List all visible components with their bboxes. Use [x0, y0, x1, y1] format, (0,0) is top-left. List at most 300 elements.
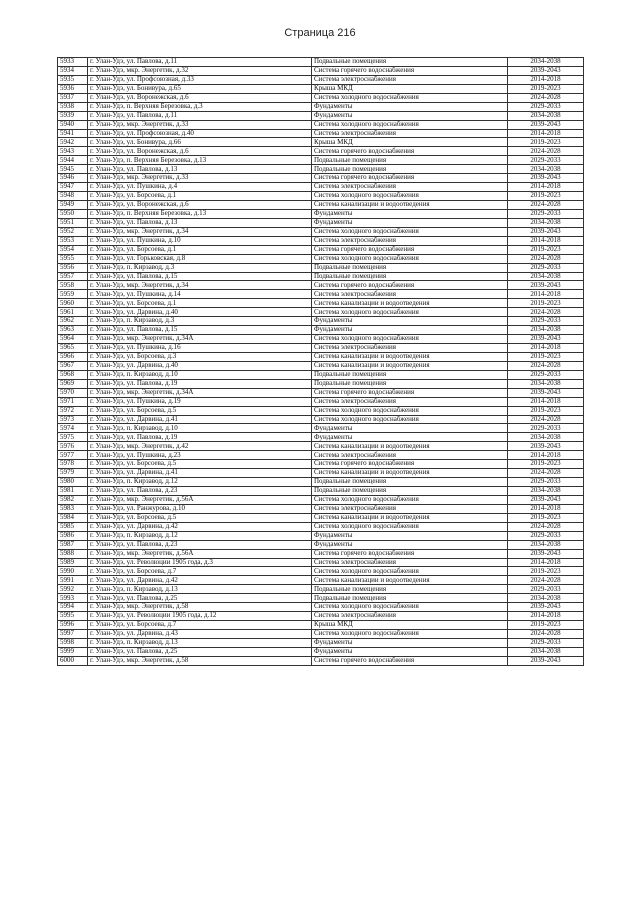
system-cell: Фундаменты — [312, 317, 508, 326]
system-cell: Система горячего водоснабжения — [312, 66, 508, 75]
address-cell: г. Улан-Удэ, п. Кирзавод, д.3 — [88, 317, 312, 326]
table-row — [58, 388, 584, 397]
system-cell: Подвальные помещения — [312, 263, 508, 272]
row-number-cell: 5957 — [58, 272, 88, 281]
period-cell: 2039-2043 — [508, 335, 584, 344]
system-cell: Система холодного водоснабжения — [312, 495, 508, 504]
system-cell: Фундаменты — [312, 102, 508, 111]
row-number-cell: 5966 — [58, 352, 88, 361]
period-cell: 2034-2038 — [508, 272, 584, 281]
period-cell: 2039-2043 — [508, 174, 584, 183]
period-cell: 2024-2028 — [508, 522, 584, 531]
system-cell: Фундаменты — [312, 433, 508, 442]
row-number-cell: 5974 — [58, 424, 88, 433]
address-cell: г. Улан-Удэ, ул. Дарвина, д.43 — [88, 630, 312, 639]
system-cell: Система холодного водоснабжения — [312, 522, 508, 531]
system-cell: Крыша МКД — [312, 621, 508, 630]
row-number-cell: 5971 — [58, 397, 88, 406]
table-row — [58, 174, 584, 183]
period-cell: 2024-2028 — [508, 415, 584, 424]
system-cell: Система электроснабжения — [312, 290, 508, 299]
system-cell: Фундаменты — [312, 111, 508, 120]
period-cell: 2034-2038 — [508, 647, 584, 656]
system-cell: Фундаменты — [312, 326, 508, 335]
address-cell: г. Улан-Удэ, ул. Воронежская, д.6 — [88, 147, 312, 156]
table-row — [58, 638, 584, 647]
table-row — [58, 84, 584, 93]
system-cell: Система холодного водоснабжения — [312, 406, 508, 415]
period-cell: 2014-2018 — [508, 236, 584, 245]
address-cell: г. Улан-Удэ, ул. Борсоева, д.5 — [88, 513, 312, 522]
table-row — [58, 245, 584, 254]
period-cell: 2029-2033 — [508, 317, 584, 326]
period-cell: 2014-2018 — [508, 129, 584, 138]
table-row — [58, 272, 584, 281]
table-row — [58, 58, 584, 67]
address-cell: г. Улан-Удэ, мкр. Энергетик, д.56А — [88, 495, 312, 504]
period-cell: 2029-2033 — [508, 585, 584, 594]
address-cell: г. Улан-Удэ, ул. Борсоева, д.1 — [88, 192, 312, 201]
row-number-cell: 5991 — [58, 576, 88, 585]
system-cell: Подвальные помещения — [312, 379, 508, 388]
system-cell: Система канализации и водоотведения — [312, 352, 508, 361]
period-cell: 2014-2018 — [508, 612, 584, 621]
period-cell: 2024-2028 — [508, 254, 584, 263]
address-cell: г. Улан-Удэ, ул. Пушкина, д.4 — [88, 183, 312, 192]
period-cell: 2019-2023 — [508, 245, 584, 254]
row-number-cell: 5956 — [58, 263, 88, 272]
address-cell: г. Улан-Удэ, ул. Пушкина, д.19 — [88, 397, 312, 406]
address-cell: г. Улан-Удэ, ул. Пушкина, д.16 — [88, 344, 312, 353]
period-cell: 2014-2018 — [508, 451, 584, 460]
table-row — [58, 656, 584, 665]
system-cell: Система холодного водоснабжения — [312, 603, 508, 612]
system-cell: Система электроснабжения — [312, 558, 508, 567]
row-number-cell: 5993 — [58, 594, 88, 603]
period-cell: 2019-2023 — [508, 352, 584, 361]
address-cell: г. Улан-Удэ, ул. Павлова, д.15 — [88, 272, 312, 281]
period-cell: 2039-2043 — [508, 656, 584, 665]
period-cell: 2034-2038 — [508, 594, 584, 603]
row-number-cell: 5976 — [58, 442, 88, 451]
row-number-cell: 5986 — [58, 531, 88, 540]
system-cell: Система горячего водоснабжения — [312, 147, 508, 156]
address-cell: г. Улан-Удэ, ул. Павлова, д.23 — [88, 540, 312, 549]
address-cell: г. Улан-Удэ, мкр. Энергетик, д.34А — [88, 388, 312, 397]
period-cell: 2014-2018 — [508, 558, 584, 567]
period-cell: 2029-2033 — [508, 424, 584, 433]
row-number-cell: 5961 — [58, 308, 88, 317]
row-number-cell: 5937 — [58, 93, 88, 102]
row-number-cell: 5980 — [58, 478, 88, 487]
address-cell: г. Улан-Удэ, ул. Профсоюзная, д.33 — [88, 75, 312, 84]
row-number-cell: 5965 — [58, 344, 88, 353]
row-number-cell: 5979 — [58, 469, 88, 478]
row-number-cell: 5977 — [58, 451, 88, 460]
row-number-cell: 5943 — [58, 147, 88, 156]
period-cell: 2029-2033 — [508, 209, 584, 218]
address-cell: г. Улан-Удэ, ул. Борсоева, д.1 — [88, 245, 312, 254]
system-cell: Подвальные помещения — [312, 165, 508, 174]
system-cell: Система горячего водоснабжения — [312, 388, 508, 397]
system-cell: Система горячего водоснабжения — [312, 281, 508, 290]
system-cell: Система электроснабжения — [312, 75, 508, 84]
system-cell: Подвальные помещения — [312, 156, 508, 165]
table-row — [58, 93, 584, 102]
table-row — [58, 111, 584, 120]
table-row — [58, 156, 584, 165]
period-cell: 2039-2043 — [508, 120, 584, 129]
period-cell: 2039-2043 — [508, 549, 584, 558]
system-cell: Фундаменты — [312, 540, 508, 549]
table-row — [58, 192, 584, 201]
system-cell: Система электроснабжения — [312, 129, 508, 138]
table-row — [58, 263, 584, 272]
system-cell: Фундаменты — [312, 218, 508, 227]
table-row — [58, 66, 584, 75]
row-number-cell: 5988 — [58, 549, 88, 558]
address-cell: г. Улан-Удэ, мкр. Энергетик, д.34 — [88, 227, 312, 236]
address-cell: г. Улан-Удэ, п. Верхняя Березовка, д.13 — [88, 156, 312, 165]
system-cell: Система канализации и водоотведения — [312, 201, 508, 210]
system-cell: Система канализации и водоотведения — [312, 513, 508, 522]
repair-schedule-table — [57, 57, 584, 666]
row-number-cell: 5992 — [58, 585, 88, 594]
table-row — [58, 102, 584, 111]
table-row — [58, 165, 584, 174]
row-number-cell: 5990 — [58, 567, 88, 576]
table-row — [58, 75, 584, 84]
period-cell: 2014-2018 — [508, 290, 584, 299]
period-cell: 2014-2018 — [508, 504, 584, 513]
system-cell: Система электроснабжения — [312, 236, 508, 245]
system-cell: Система горячего водоснабжения — [312, 245, 508, 254]
period-cell: 2039-2043 — [508, 495, 584, 504]
table-row — [58, 442, 584, 451]
address-cell: г. Улан-Удэ, мкр. Энергетик, д.34 — [88, 281, 312, 290]
period-cell: 2014-2018 — [508, 75, 584, 84]
address-cell: г. Улан-Удэ, ул. Бонивура, д.66 — [88, 138, 312, 147]
period-cell: 2024-2028 — [508, 93, 584, 102]
row-number-cell: 5952 — [58, 227, 88, 236]
address-cell: г. Улан-Удэ, мкр. Энергетик, д.56А — [88, 549, 312, 558]
row-number-cell: 5939 — [58, 111, 88, 120]
period-cell: 2024-2028 — [508, 361, 584, 370]
row-number-cell: 5987 — [58, 540, 88, 549]
row-number-cell: 5934 — [58, 66, 88, 75]
table-row — [58, 495, 584, 504]
address-cell: г. Улан-Удэ, п. Верхняя Березовка, д.3 — [88, 102, 312, 111]
address-cell: г. Улан-Удэ, ул. Борсоева, д.7 — [88, 621, 312, 630]
period-cell: 2019-2023 — [508, 138, 584, 147]
table-row — [58, 370, 584, 379]
table-row — [58, 460, 584, 469]
address-cell: г. Улан-Удэ, ул. Дарвина, д.40 — [88, 308, 312, 317]
period-cell: 2029-2033 — [508, 638, 584, 647]
system-cell: Подвальные помещения — [312, 487, 508, 496]
system-cell: Фундаменты — [312, 647, 508, 656]
address-cell: г. Улан-Удэ, ул. Борсоева, д.3 — [88, 352, 312, 361]
row-number-cell: 5955 — [58, 254, 88, 263]
system-cell: Система холодного водоснабжения — [312, 308, 508, 317]
system-cell: Система холодного водоснабжения — [312, 93, 508, 102]
period-cell: 2034-2038 — [508, 218, 584, 227]
system-cell: Система холодного водоснабжения — [312, 335, 508, 344]
row-number-cell: 5949 — [58, 201, 88, 210]
system-cell: Подвальные помещения — [312, 58, 508, 67]
row-number-cell: 5978 — [58, 460, 88, 469]
address-cell: г. Улан-Удэ, ул. Воронежская, д.6 — [88, 93, 312, 102]
period-cell: 2014-2018 — [508, 344, 584, 353]
row-number-cell: 5969 — [58, 379, 88, 388]
address-cell: г. Улан-Удэ, ул. Павлова, д.19 — [88, 433, 312, 442]
table-body — [58, 58, 584, 666]
address-cell: г. Улан-Удэ, ул. Павлова, д.19 — [88, 379, 312, 388]
system-cell: Подвальные помещения — [312, 370, 508, 379]
period-cell: 2029-2033 — [508, 531, 584, 540]
row-number-cell: 5933 — [58, 58, 88, 67]
row-number-cell: 5948 — [58, 192, 88, 201]
row-number-cell: 5951 — [58, 218, 88, 227]
address-cell: г. Улан-Удэ, мкр. Энергетик, д.33 — [88, 174, 312, 183]
system-cell: Система горячего водоснабжения — [312, 460, 508, 469]
row-number-cell: 5960 — [58, 299, 88, 308]
period-cell: 2024-2028 — [508, 630, 584, 639]
table-row — [58, 647, 584, 656]
system-cell: Система электроснабжения — [312, 397, 508, 406]
row-number-cell: 5938 — [58, 102, 88, 111]
table-row — [58, 281, 584, 290]
system-cell: Система канализации и водоотведения — [312, 576, 508, 585]
address-cell: г. Улан-Удэ, ул. Дарвина, д.42 — [88, 576, 312, 585]
period-cell: 2019-2023 — [508, 406, 584, 415]
period-cell: 2034-2038 — [508, 540, 584, 549]
row-number-cell: 5970 — [58, 388, 88, 397]
row-number-cell: 5989 — [58, 558, 88, 567]
row-number-cell: 5946 — [58, 174, 88, 183]
period-cell: 2039-2043 — [508, 66, 584, 75]
address-cell: г. Улан-Удэ, мкр. Энергетик, д.34А — [88, 335, 312, 344]
address-cell: г. Улан-Удэ, п. Кирзавод, д.13 — [88, 585, 312, 594]
period-cell: 2019-2023 — [508, 567, 584, 576]
table-row — [58, 183, 584, 192]
address-cell: г. Улан-Удэ, п. Кирзавод, д.13 — [88, 638, 312, 647]
period-cell: 2019-2023 — [508, 192, 584, 201]
table-row — [58, 406, 584, 415]
address-cell: г. Улан-Удэ, п. Кирзавод, д.10 — [88, 370, 312, 379]
table-row — [58, 209, 584, 218]
address-cell: г. Улан-Удэ, ул. Дарвина, д.42 — [88, 522, 312, 531]
table-row — [58, 513, 584, 522]
table-row — [58, 120, 584, 129]
period-cell: 2014-2018 — [508, 397, 584, 406]
table-row — [58, 558, 584, 567]
address-cell: г. Улан-Удэ, ул. Пушкина, д.14 — [88, 290, 312, 299]
address-cell: г. Улан-Удэ, ул. Павлова, д.13 — [88, 165, 312, 174]
row-number-cell: 5975 — [58, 433, 88, 442]
row-number-cell: 5945 — [58, 165, 88, 174]
system-cell: Подвальные помещения — [312, 272, 508, 281]
address-cell: г. Улан-Удэ, ул. Борсоева, д.7 — [88, 567, 312, 576]
period-cell: 2014-2018 — [508, 183, 584, 192]
table-row — [58, 576, 584, 585]
address-cell: г. Улан-Удэ, ул. Павлова, д.11 — [88, 111, 312, 120]
system-cell: Система электроснабжения — [312, 451, 508, 460]
table-row — [58, 549, 584, 558]
table-row — [58, 433, 584, 442]
system-cell: Система горячего водоснабжения — [312, 656, 508, 665]
period-cell: 2034-2038 — [508, 111, 584, 120]
row-number-cell: 5984 — [58, 513, 88, 522]
table-row — [58, 326, 584, 335]
system-cell: Система холодного водоснабжения — [312, 415, 508, 424]
table-row — [58, 540, 584, 549]
period-cell: 2024-2028 — [508, 576, 584, 585]
table-row — [58, 504, 584, 513]
table-row — [58, 603, 584, 612]
period-cell: 2024-2028 — [508, 201, 584, 210]
period-cell: 2034-2038 — [508, 58, 584, 67]
address-cell: г. Улан-Удэ, мкр. Энергетик, д.58 — [88, 603, 312, 612]
row-number-cell: 5940 — [58, 120, 88, 129]
system-cell: Подвальные помещения — [312, 594, 508, 603]
period-cell: 2024-2028 — [508, 469, 584, 478]
row-number-cell: 5959 — [58, 290, 88, 299]
system-cell: Система электроснабжения — [312, 612, 508, 621]
system-cell: Система холодного водоснабжения — [312, 192, 508, 201]
table-row — [58, 335, 584, 344]
address-cell: г. Улан-Удэ, мкр. Энергетик, д.32 — [88, 66, 312, 75]
table-row — [58, 352, 584, 361]
address-cell: г. Улан-Удэ, ул. Дарвина, д.40 — [88, 361, 312, 370]
period-cell: 2029-2033 — [508, 370, 584, 379]
address-cell: г. Улан-Удэ, ул. Павлова, д.25 — [88, 647, 312, 656]
system-cell: Система электроснабжения — [312, 504, 508, 513]
address-cell: г. Улан-Удэ, ул. Борсоева, д.5 — [88, 406, 312, 415]
table-row — [58, 469, 584, 478]
row-number-cell: 5950 — [58, 209, 88, 218]
table-row — [58, 531, 584, 540]
row-number-cell: 5968 — [58, 370, 88, 379]
system-cell: Система холодного водоснабжения — [312, 227, 508, 236]
table-row — [58, 317, 584, 326]
period-cell: 2024-2028 — [508, 308, 584, 317]
row-number-cell: 5983 — [58, 504, 88, 513]
address-cell: г. Улан-Удэ, ул. Борсоева, д.5 — [88, 460, 312, 469]
row-number-cell: 5953 — [58, 236, 88, 245]
address-cell: г. Улан-Удэ, ул. Павлова, д.13 — [88, 218, 312, 227]
period-cell: 2029-2033 — [508, 478, 584, 487]
address-cell: г. Улан-Удэ, ул. Пушкина, д.23 — [88, 451, 312, 460]
address-cell: г. Улан-Удэ, ул. Горьковская, д.8 — [88, 254, 312, 263]
address-cell: г. Улан-Удэ, ул. Павлова, д.11 — [88, 58, 312, 67]
row-number-cell: 5962 — [58, 317, 88, 326]
table-row — [58, 361, 584, 370]
period-cell: 2039-2043 — [508, 442, 584, 451]
period-cell: 2034-2038 — [508, 433, 584, 442]
table-row — [58, 585, 584, 594]
table-row — [58, 415, 584, 424]
address-cell: г. Улан-Удэ, ул. Дарвина, д.41 — [88, 415, 312, 424]
table-row — [58, 630, 584, 639]
address-cell: г. Улан-Удэ, ул. Ранжурова, д.10 — [88, 504, 312, 513]
period-cell: 2034-2038 — [508, 165, 584, 174]
table-row — [58, 290, 584, 299]
row-number-cell: 5967 — [58, 361, 88, 370]
address-cell: г. Улан-Удэ, ул. Павлова, д.23 — [88, 487, 312, 496]
table-row — [58, 138, 584, 147]
page-title: Страница 216 — [284, 27, 356, 39]
address-cell: г. Улан-Удэ, мкр. Энергетик, д.33 — [88, 120, 312, 129]
period-cell: 2019-2023 — [508, 299, 584, 308]
system-cell: Система горячего водоснабжения — [312, 549, 508, 558]
system-cell: Система холодного водоснабжения — [312, 120, 508, 129]
table-row — [58, 451, 584, 460]
row-number-cell: 5996 — [58, 621, 88, 630]
address-cell: г. Улан-Удэ, ул. Воронежская, д.6 — [88, 201, 312, 210]
period-cell: 2034-2038 — [508, 326, 584, 335]
row-number-cell: 5935 — [58, 75, 88, 84]
system-cell: Крыша МКД — [312, 84, 508, 93]
row-number-cell: 6000 — [58, 656, 88, 665]
row-number-cell: 5941 — [58, 129, 88, 138]
period-cell: 2024-2028 — [508, 147, 584, 156]
table-row — [58, 201, 584, 210]
system-cell: Фундаменты — [312, 424, 508, 433]
address-cell: г. Улан-Удэ, ул. Дарвина, д.41 — [88, 469, 312, 478]
table-row — [58, 487, 584, 496]
system-cell: Крыша МКД — [312, 138, 508, 147]
period-cell: 2039-2043 — [508, 227, 584, 236]
row-number-cell: 5964 — [58, 335, 88, 344]
table-row — [58, 129, 584, 138]
table-row — [58, 236, 584, 245]
table-row — [58, 594, 584, 603]
table-row — [58, 612, 584, 621]
table-row — [58, 621, 584, 630]
address-cell: г. Улан-Удэ, п. Кирзавод, д.10 — [88, 424, 312, 433]
table-row — [58, 379, 584, 388]
row-number-cell: 5982 — [58, 495, 88, 504]
row-number-cell: 5942 — [58, 138, 88, 147]
address-cell: г. Улан-Удэ, п. Верхняя Березовка, д.13 — [88, 209, 312, 218]
row-number-cell: 5981 — [58, 487, 88, 496]
period-cell: 2029-2033 — [508, 102, 584, 111]
system-cell: Система канализации и водоотведения — [312, 299, 508, 308]
address-cell: г. Улан-Удэ, ул. Борсоева, д.1 — [88, 299, 312, 308]
period-cell: 2019-2023 — [508, 84, 584, 93]
table-row — [58, 308, 584, 317]
row-number-cell: 5954 — [58, 245, 88, 254]
row-number-cell: 5947 — [58, 183, 88, 192]
system-cell: Система холодного водоснабжения — [312, 630, 508, 639]
system-cell: Система электроснабжения — [312, 183, 508, 192]
address-cell: г. Улан-Удэ, мкр. Энергетик, д.58 — [88, 656, 312, 665]
table-row — [58, 227, 584, 236]
table-row — [58, 344, 584, 353]
period-cell: 2039-2043 — [508, 603, 584, 612]
table-row — [58, 218, 584, 227]
table-row — [58, 397, 584, 406]
system-cell: Фундаменты — [312, 638, 508, 647]
table-row — [58, 147, 584, 156]
system-cell: Подвальные помещения — [312, 478, 508, 487]
address-cell: г. Улан-Удэ, ул. Революции 1905 года, д.3 — [88, 558, 312, 567]
address-cell: г. Улан-Удэ, мкр. Энергетик, д.42 — [88, 442, 312, 451]
row-number-cell: 5958 — [58, 281, 88, 290]
period-cell: 2029-2033 — [508, 263, 584, 272]
table-row — [58, 299, 584, 308]
